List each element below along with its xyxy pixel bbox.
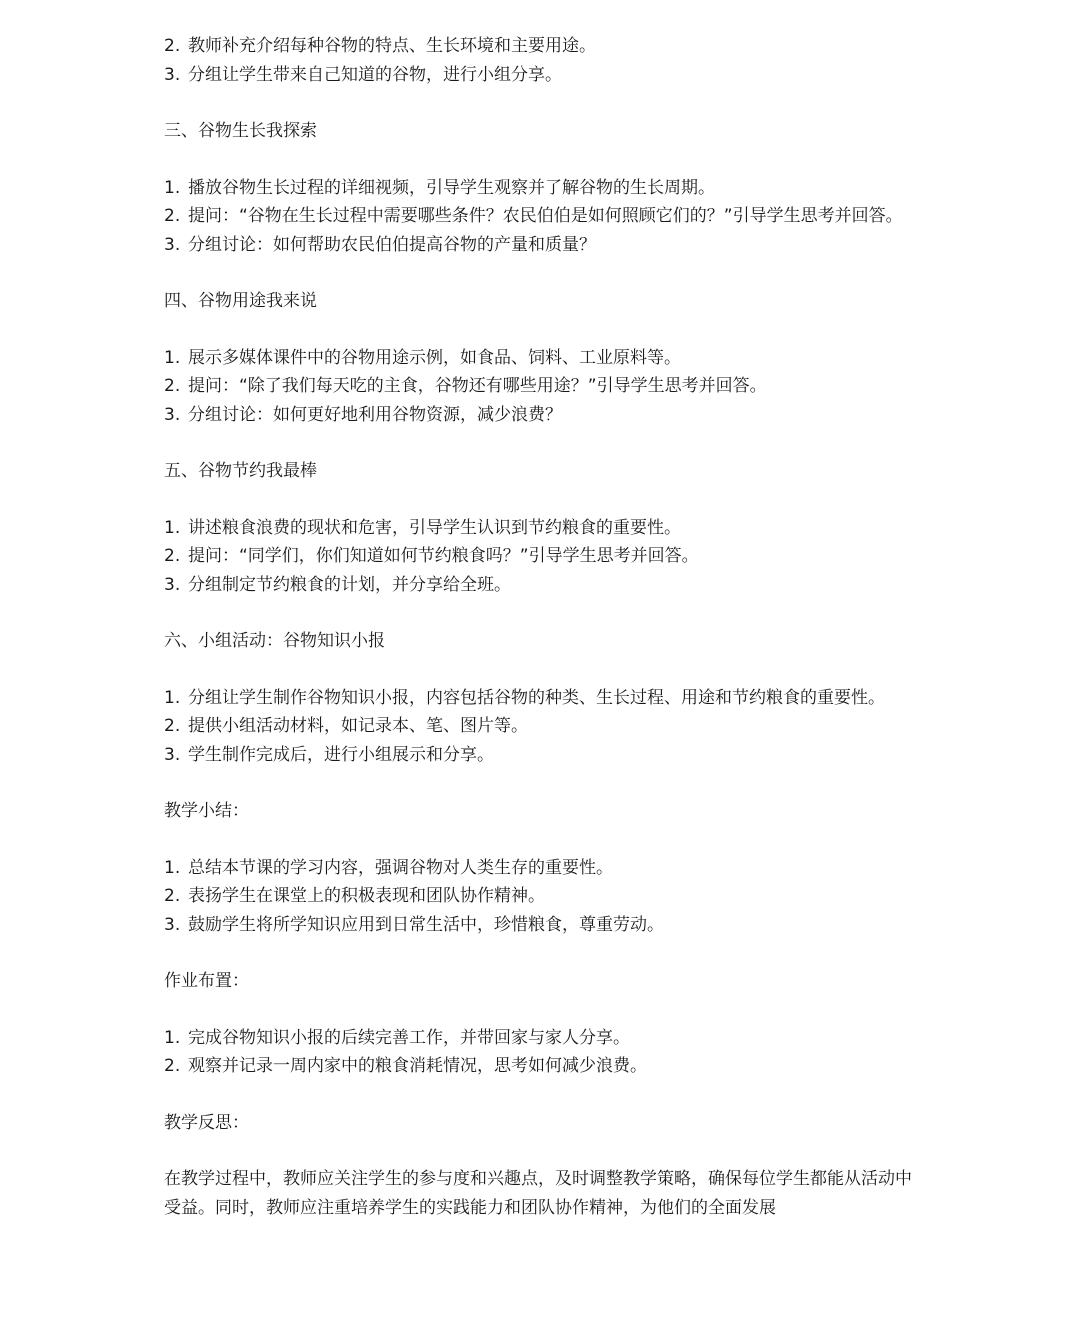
list-item	[164, 542, 924, 571]
section-growth	[164, 117, 924, 259]
section-heading: 作业布置：	[164, 971, 249, 991]
list-item-text: 学生制作完成后，进行小组展示和分享。	[188, 744, 494, 765]
section-heading: 五、谷物节约我最棒	[164, 461, 317, 481]
section-reflection	[164, 1109, 924, 1223]
list-item-text: 分组让学生带来自己知道的谷物，进行小组分享。	[188, 64, 562, 85]
list-item-text: 分组讨论：如何更好地利用谷物资源，减少浪费？	[188, 404, 562, 425]
list-item	[164, 514, 924, 543]
list-item	[164, 684, 924, 713]
section-heading: 教学反思：	[164, 1112, 249, 1133]
list-item	[164, 882, 924, 911]
list-item	[164, 202, 924, 231]
list-number: 1.	[164, 687, 181, 708]
list-number: 2.	[164, 376, 181, 396]
list-number: 2.	[164, 886, 181, 906]
list-item-text: 观察并记录一周内家中的粮食消耗情况，思考如何减少浪费。	[188, 1056, 647, 1076]
list-number: 2.	[164, 206, 181, 226]
list-item	[164, 231, 924, 260]
list-item-text: 分组让学生制作谷物知识小报，内容包括谷物的种类、生长过程、用途和节约粮食的重要性。	[188, 687, 885, 708]
list-number: 1.	[164, 177, 181, 198]
section-list	[164, 854, 924, 940]
section-heading: 四、谷物用途我来说	[164, 291, 317, 311]
list-item-text: 表扬学生在课堂上的积极表现和团队协作精神。	[188, 886, 545, 906]
section-heading: 六、小组活动：谷物知识小报	[164, 631, 385, 651]
list-item	[164, 854, 924, 883]
section-list	[164, 1024, 924, 1081]
section-list	[164, 344, 924, 430]
list-item-text: 总结本节课的学习内容，强调谷物对人类生存的重要性。	[188, 857, 613, 878]
list-item	[164, 741, 924, 770]
list-item	[164, 911, 924, 940]
intro-list	[164, 32, 924, 89]
list-item-text: 分组讨论：如何帮助农民伯伯提高谷物的产量和质量？	[188, 234, 596, 255]
document-page	[164, 32, 924, 1222]
section-list	[164, 174, 924, 260]
list-number: 1.	[164, 857, 181, 878]
list-number: 3.	[164, 914, 181, 935]
list-number: 3.	[164, 744, 181, 765]
list-item	[164, 61, 924, 90]
list-item	[164, 344, 924, 373]
list-number: 1.	[164, 347, 181, 368]
section-group-activity	[164, 627, 924, 769]
list-item-text: 提问：“谷物在生长过程中需要哪些条件？农民伯伯是如何照顾它们的？”引导学生思考并回答。	[188, 206, 903, 226]
section-list	[164, 684, 924, 770]
list-item-text: 展示多媒体课件中的谷物用途示例，如食品、饲料、工业原料等。	[188, 347, 681, 368]
section-list	[164, 514, 924, 600]
list-item-text: 完成谷物知识小报的后续完善工作，并带回家与家人分享。	[188, 1027, 630, 1048]
list-number: 1.	[164, 517, 181, 538]
list-item	[164, 712, 924, 741]
list-number: 1.	[164, 1027, 181, 1048]
list-number: 3.	[164, 234, 181, 255]
list-item-text: 提供小组活动材料，如记录本、笔、图片等。	[188, 716, 528, 736]
section-heading: 三、谷物生长我探索	[164, 121, 317, 141]
section-summary	[164, 797, 924, 939]
list-number: 2.	[164, 546, 181, 566]
section-heading: 教学小结：	[164, 801, 249, 821]
list-item	[164, 1052, 924, 1081]
list-item	[164, 401, 924, 430]
list-item	[164, 32, 924, 61]
list-item	[164, 1024, 924, 1053]
list-number: 3.	[164, 64, 181, 85]
list-item-text: 提问：“除了我们每天吃的主食，谷物还有哪些用途？”引导学生思考并回答。	[188, 376, 767, 396]
list-number: 3.	[164, 574, 181, 595]
list-item	[164, 174, 924, 203]
list-item-text: 播放谷物生长过程的详细视频，引导学生观察并了解谷物的生长周期。	[188, 177, 715, 198]
list-item	[164, 571, 924, 600]
list-number: 2.	[164, 1056, 181, 1076]
list-item-text: 讲述粮食浪费的现状和危害，引导学生认识到节约粮食的重要性。	[188, 517, 681, 538]
list-item-text: 鼓励学生将所学知识应用到日常生活中，珍惜粮食，尊重劳动。	[188, 914, 664, 935]
reflection-paragraph: 在教学过程中，教师应关注学生的参与度和兴趣点，及时调整教学策略，确保每位学生都能从活动中受益。同时，教师应注重培养学生的实践能力和团队协作精神，为他们的全面发展	[164, 1169, 912, 1218]
list-item	[164, 372, 924, 401]
list-item-text: 教师补充介绍每种谷物的特点、生长环境和主要用途。	[188, 36, 596, 56]
section-saving	[164, 457, 924, 599]
list-number: 3.	[164, 404, 181, 425]
section-uses	[164, 287, 924, 429]
list-item-text: 提问：“同学们，你们知道如何节约粮食吗？”引导学生思考并回答。	[188, 546, 699, 566]
list-number: 2.	[164, 36, 181, 56]
list-item-text: 分组制定节约粮食的计划，并分享给全班。	[188, 574, 511, 595]
list-number: 2.	[164, 716, 181, 736]
section-homework	[164, 967, 924, 1081]
